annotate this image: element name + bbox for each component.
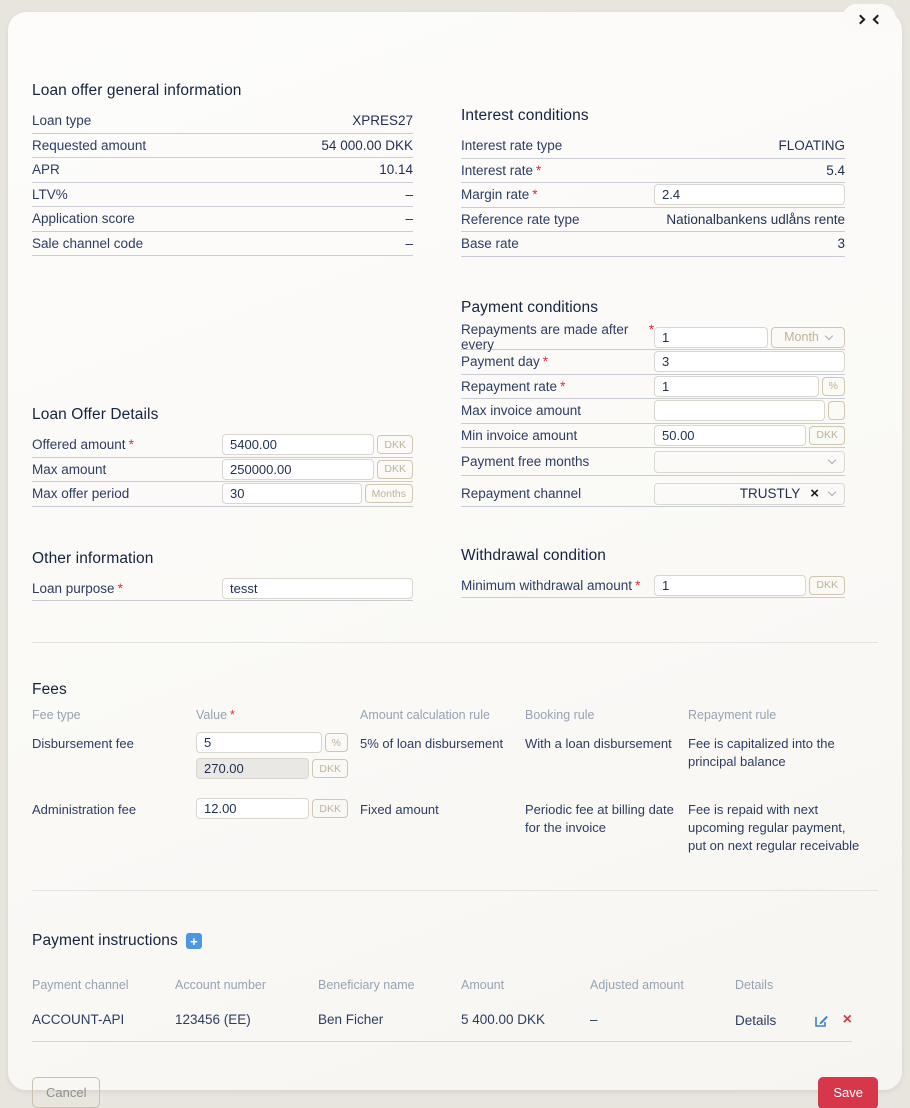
pi-header-account-number: Account number [175,978,267,992]
chevron-down-icon [828,456,836,464]
fee-value-cell [196,798,360,824]
max-amount-input[interactable] [222,459,374,480]
payment-day-input[interactable] [654,351,845,372]
field-value: XPRES27 [352,113,413,129]
row-sale-channel-code [32,232,413,257]
currency-suffix: DKK [809,426,845,445]
required-mark: * [542,354,549,370]
fee-repayment-rule-cell: Fee is capitalized into the principal balance [688,736,835,769]
field-label: Max offer period [32,486,130,502]
field-label: APR [32,162,60,178]
currency-suffix: DKK [377,460,413,479]
row-repayments-frequency [461,322,845,353]
max-offer-period-input[interactable] [222,483,362,504]
field-label: Offered amount [32,437,126,453]
pi-amount: 5 400.00 DKK [461,1012,590,1042]
delete-icon[interactable]: × [842,1011,852,1028]
repayment-channel-select[interactable] [654,483,845,505]
loan-offer-panel [8,12,902,1100]
row-interest-rate [461,159,845,184]
required-mark: * [532,187,538,203]
administration-fee-amount-input[interactable] [196,798,309,819]
row-payment-free-months [461,448,845,476]
edit-icon[interactable] [814,1013,829,1028]
section-title: Interest conditions [461,107,589,124]
field-label: Repayments are made after every [461,322,629,353]
collapse-right-icon[interactable] [856,14,866,24]
fees-header-calc-rule: Amount calculation rule [360,708,490,722]
field-value: Nationalbankens udlåns rente [666,211,845,227]
fee-booking-rule-cell: Periodic fee at billing date for the invoice [525,802,674,835]
field-label: Sale channel code [32,235,144,251]
minimum-withdrawal-amount-input[interactable] [654,575,806,596]
frequency-unit-select[interactable] [771,327,845,348]
offered-amount-input[interactable] [222,434,374,455]
field-label: Application score [32,211,135,227]
min-invoice-amount-input[interactable] [654,425,806,446]
row-loan-type [32,109,413,134]
row-max-amount [32,458,413,483]
row-loan-purpose [32,577,413,602]
currency-suffix: DKK [312,759,348,778]
row-repayment-channel [461,482,845,507]
row-base-rate [461,232,845,257]
empty-suffix [828,401,845,420]
field-label: Payment free months [461,454,590,469]
section-title: Other information [32,549,154,567]
required-mark: * [536,162,542,178]
field-label: Repayment rate [461,378,558,394]
field-label: Min invoice amount [461,427,578,443]
payment-free-months-select[interactable] [654,451,845,473]
pi-header-adjusted-amount: Adjusted amount [590,978,684,992]
section-title: Loan offer general information [32,82,242,99]
required-mark: * [128,437,134,453]
row-interest-rate-type [461,134,845,159]
field-label: Max invoice amount [461,403,582,419]
pi-beneficiary-name: Ben Ficher [318,1012,461,1042]
fee-calc-rule-cell: 5% of loan disbursement [360,736,504,751]
disbursement-fee-percent-input[interactable] [196,732,322,753]
save-button[interactable]: Save [818,1077,878,1108]
section-title: Loan Offer Details [32,406,159,423]
section-loan-offer-details [32,406,413,507]
fees-header-repayment-rule: Repayment rule [688,708,777,722]
collapse-left-icon[interactable] [873,14,883,24]
margin-rate-input[interactable] [654,184,845,205]
pi-header-details: Details [735,978,774,992]
add-payment-instruction-button[interactable]: + [186,933,202,949]
row-requested-amount [32,134,413,159]
field-value: FLOATING [778,138,845,154]
field-label: Reference rate type [461,211,580,227]
repayment-rate-input[interactable] [654,376,819,397]
field-label: Interest rate type [461,138,563,154]
disbursement-fee-amount-input [196,758,309,779]
max-invoice-amount-input[interactable] [654,400,825,421]
section-title: Payment conditions [461,298,599,316]
section-general-info [32,82,413,256]
months-suffix: Months [365,484,413,503]
clear-selection-icon[interactable]: × [810,485,819,503]
repayment-frequency-input[interactable] [654,327,768,348]
fee-calc-rule-cell: Fixed amount [360,802,439,817]
frequency-unit-value: Month [784,330,819,345]
row-min-invoice-amount [461,424,845,449]
field-value: – [405,235,413,251]
required-mark: * [648,322,654,338]
pi-details-link[interactable]: Details [735,1012,777,1028]
field-value: 3 [837,236,845,252]
repayment-channel-value: TRUSTLY [739,486,801,502]
section-fees [32,681,878,855]
section-divider [32,642,878,643]
required-mark: * [117,580,123,596]
chevron-down-icon [825,332,833,340]
percent-suffix: % [822,377,845,396]
section-other-information [32,550,413,602]
required-mark: * [635,577,641,593]
panel-collapse-control[interactable] [842,4,896,34]
row-application-score [32,207,413,232]
section-interest-conditions [461,107,845,257]
cancel-button[interactable]: Cancel [32,1077,100,1108]
required-mark: * [230,708,235,722]
row-ltv [32,183,413,208]
row-offered-amount [32,433,413,458]
currency-suffix: DKK [312,799,348,818]
row-payment-day [461,350,845,375]
required-mark: * [560,378,566,394]
chevron-down-icon [828,488,836,496]
field-value: 10.14 [379,162,413,178]
field-label: Requested amount [32,137,147,153]
fee-repayment-rule-cell: Fee is repaid with next upcoming regular payment, put on next regular receivable [688,802,860,853]
field-label: Interest rate [461,162,534,178]
pi-header-amount: Amount [461,978,505,992]
pi-payment-channel: ACCOUNT-API [32,1012,175,1042]
field-value: 5.4 [826,162,845,178]
section-title: Withdrawal condition [461,546,607,564]
fees-header-value: Value [196,708,228,722]
pi-adjusted-amount: – [590,1012,735,1042]
fee-type-cell: Administration fee [32,802,137,817]
fee-value-cell [196,732,360,784]
section-title: Fees [32,681,67,698]
section-title: Payment instructions [32,932,178,949]
section-withdrawal-condition [461,547,845,599]
row-margin-rate [461,183,845,208]
fee-type-cell: Disbursement fee [32,736,134,751]
field-label: Loan purpose [32,580,115,596]
field-label: Loan type [32,113,92,129]
field-label: Margin rate [461,187,530,203]
fee-booking-rule-cell: With a loan disbursement [525,736,672,751]
row-reference-rate-type [461,208,845,233]
pi-header-payment-channel: Payment channel [32,978,129,992]
field-value: – [405,211,413,227]
fees-header-fee-type: Fee type [32,708,81,722]
field-label: Minimum withdrawal amount [461,577,633,593]
fees-header-booking-rule: Booking rule [525,708,595,722]
field-label: Payment day [461,354,540,370]
currency-suffix: DKK [377,435,413,454]
field-label: Max amount [32,461,107,477]
row-minimum-withdrawal-amount [461,574,845,599]
row-apr [32,158,413,183]
loan-purpose-input[interactable] [222,578,413,599]
field-label: Repayment channel [461,486,582,502]
section-payment-conditions [461,299,845,507]
field-label: Base rate [461,236,519,252]
percent-suffix: % [325,733,348,752]
field-label: LTV% [32,186,68,202]
pi-header-beneficiary-name: Beneficiary name [318,978,415,992]
section-payment-instructions [32,932,878,1042]
row-max-invoice-amount [461,399,845,424]
row-repayment-rate [461,375,845,400]
row-max-offer-period [32,482,413,507]
currency-suffix: DKK [809,576,845,595]
section-divider [32,890,878,891]
field-value: – [405,186,413,202]
pi-account-number: 123456 (EE) [175,1012,318,1042]
field-value: 54 000.00 DKK [321,137,413,153]
